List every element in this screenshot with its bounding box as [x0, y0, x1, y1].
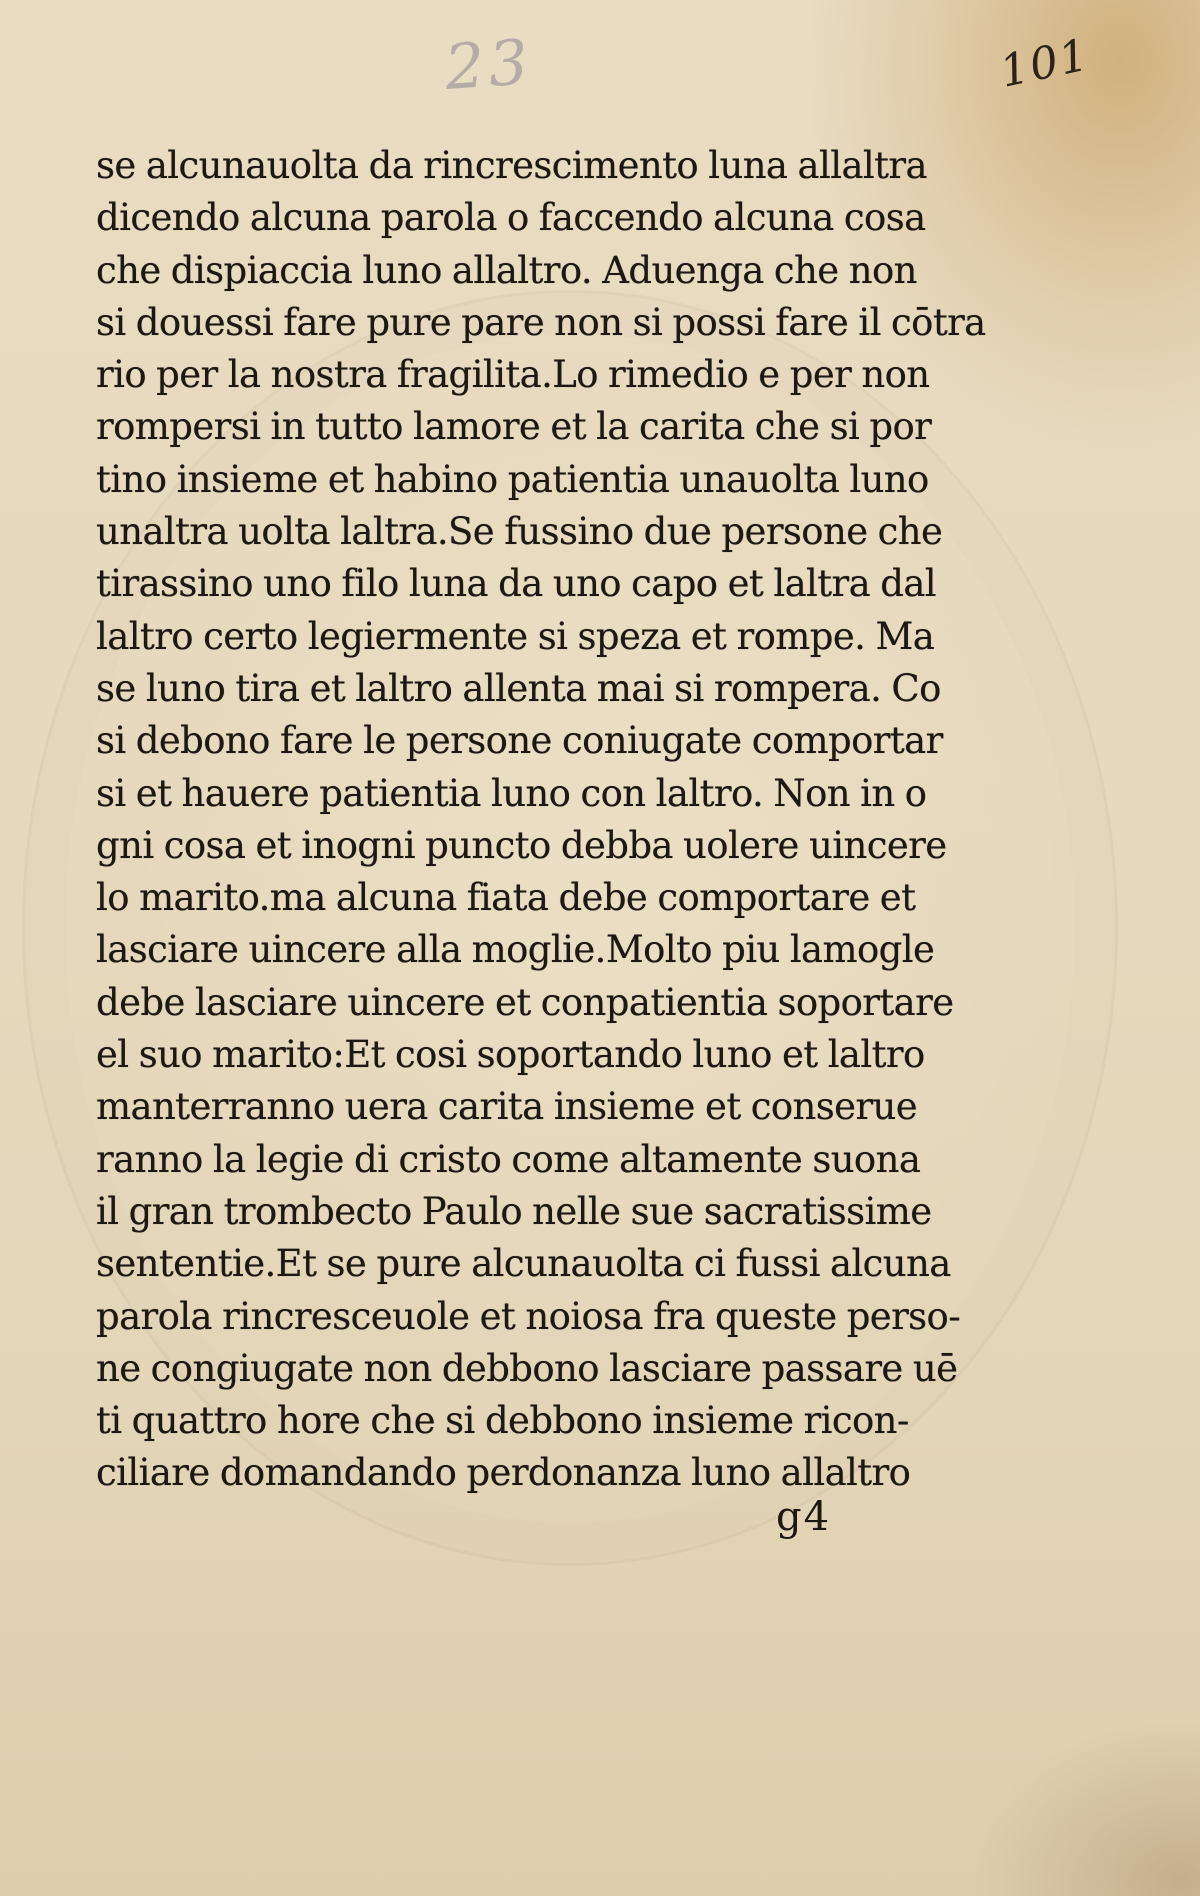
text-line: se luno tira et laltro allenta mai si rompera. Co: [96, 666, 941, 710]
signature-mark: g4: [776, 1494, 832, 1540]
text-line: dicendo alcuna parola o faccendo alcuna cosa: [96, 196, 926, 240]
text-line: che dispiaccia luno allaltro. Aduenga che non: [96, 248, 917, 292]
text-line: se alcunauolta da rincrescimento luna allaltra: [96, 144, 927, 187]
text-line: laltro certo legiermente si speza et rompe. Ma: [96, 614, 935, 658]
text-line: il gran trombecto Paulo nelle sue sacratissime: [96, 1189, 932, 1233]
text-line: rompersi in tutto lamore et la carita che si por: [96, 405, 932, 449]
text-line: unaltra uolta laltra.Se fussino due persone che: [96, 510, 943, 554]
text-line: el suo marito:Et cosi soportando luno et laltro: [96, 1033, 925, 1077]
text-line: sententie.Et se pure alcunauolta ci fussi alcuna: [96, 1242, 951, 1286]
main-text-block: [96, 140, 986, 1500]
text-line: parola rincresceuole et noiosa fra queste perso-: [96, 1294, 961, 1338]
text-line: rio per la nostra fragilita.Lo rimedio e per non: [96, 353, 930, 397]
text-line: tino insieme et habino patientia unauolta luno: [96, 457, 929, 501]
text-line: manterranno uera carita insieme et conserue: [96, 1085, 918, 1129]
text-line: debe lasciare uincere et conpatientia soportare: [96, 980, 954, 1024]
text-line: ti quattro hore che si debbono insieme ricon-: [96, 1399, 909, 1443]
text-line: ne congiugate non debbono lasciare passare uē: [96, 1346, 958, 1390]
text-line: si debono fare le persone coniugate comportar: [96, 719, 943, 763]
text-line: lasciare uincere alla moglie.Molto piu lamogle: [96, 928, 935, 972]
text-line: gni cosa et inogni puncto debba uolere uincere: [96, 823, 947, 867]
text-line: si et hauere patientia luno con laltro. Non in o: [96, 771, 927, 815]
text-line: si douessi fare pure pare non si possi fare il cōtra: [96, 300, 986, 344]
text-line: ranno la legie di cristo come altamente suona: [96, 1137, 921, 1181]
text-line: ciliare domandando perdonanza luno allaltro: [96, 1451, 911, 1495]
text-line: lo marito.ma alcuna fiata debe comportare et: [96, 876, 916, 920]
pencil-folio-number: 23: [442, 25, 535, 104]
ink-folio-number: 101: [995, 29, 1095, 98]
text-line: tirassino uno filo luna da uno capo et laltra dal: [96, 562, 937, 606]
